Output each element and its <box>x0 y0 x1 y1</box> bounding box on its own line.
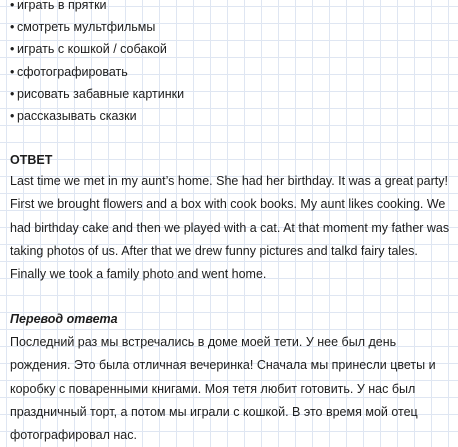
list-item-text: смотреть мультфильмы <box>17 20 156 35</box>
list-item-text: сфотографировать <box>17 64 128 79</box>
list-item-text: играть с кошкой / собакой <box>17 42 167 57</box>
translation-heading: Перевод ответа <box>10 312 118 327</box>
list-item: • играть с кошкой / собакой <box>10 42 167 57</box>
list-item: • сфотографировать <box>10 64 128 79</box>
list-item-text: рассказывать сказки <box>17 108 137 123</box>
activity-list <box>10 0 458 127</box>
translation-text: Последний раз мы встречались в доме моей тети. У нее был день рождения. Это была отличная вечеринка! Сначала мы принесли цветы и коробку с поваренными книгами. Моя тетя любит готовить. У нас был праздничный торт, а потом мы играли с кошкой. В это время мой отец фотографировал нас. <box>10 335 436 442</box>
list-item: • рисовать забавные картинки <box>10 86 185 101</box>
list-item: • играть в прятки <box>10 0 107 12</box>
answer-heading: ОТВЕТ <box>10 153 53 168</box>
list-item-text: играть в прятки <box>17 0 107 12</box>
list-item: • рассказывать сказки <box>10 108 137 123</box>
answer-text: Last time we met in my aunt’s home. She had her birthday. It was a great party! First we brought flowers and a box with cook books. My aunt likes cooking. We had birthday cake and then we played with a cat. At that moment my father was taking photos of us. After that we drew funny pictures and talkd fairy tales. Finally we took a family photo and went home. <box>10 174 450 281</box>
list-item: • смотреть мультфильмы <box>10 20 156 35</box>
document-page <box>10 0 458 447</box>
list-item-text: рисовать забавные картинки <box>17 86 185 101</box>
